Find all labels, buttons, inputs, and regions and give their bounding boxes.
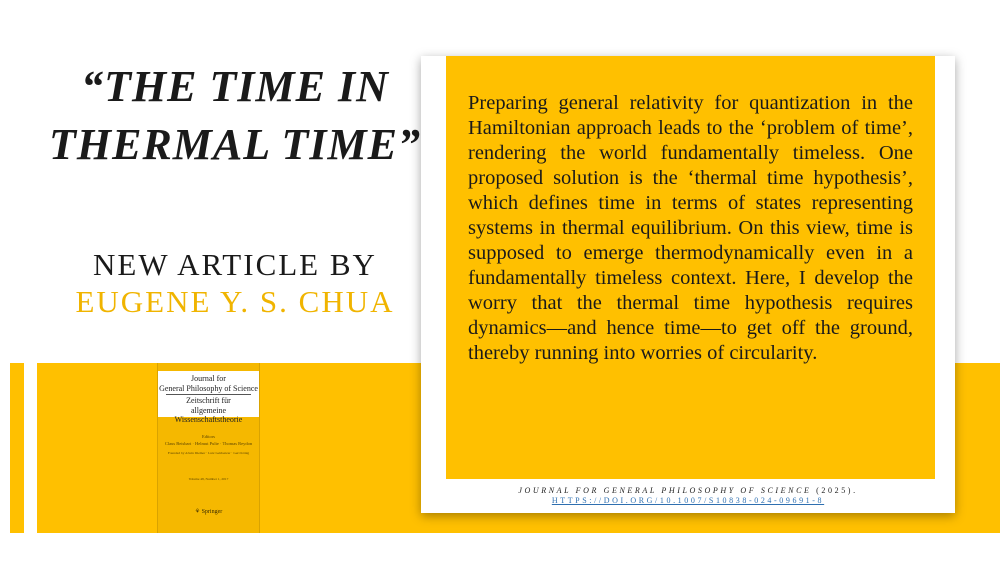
cover-volume: Volume 48, Number 1, 2017	[188, 477, 229, 481]
springer-logo: ⚘ Springer	[194, 509, 223, 515]
subtitle: NEW ARTICLE BY	[93, 247, 377, 282]
cover-divider	[166, 394, 251, 395]
cover-editors-label: Editors	[202, 434, 215, 439]
author-name: EUGENE Y. S. CHUA	[75, 284, 395, 319]
slide-title: “THE TIME IN THERMAL TIME”	[49, 62, 421, 169]
doi-link[interactable]: HTTPS://DOI.ORG/10.1007/S10838-024-09691-8	[551, 496, 825, 505]
journal-cover	[157, 363, 260, 533]
cover-founded: Founded by Alwin Diemer · Lutz Geldsetzer · Gert König	[167, 451, 250, 455]
cover-header	[158, 371, 259, 424]
cover-line: allgemeine Wissenschaftstheorie	[174, 405, 243, 424]
citation-journal: JOURNAL FOR GENERAL PHILOSOPHY OF SCIENCE	[518, 486, 812, 495]
cover-editors: Claus Beisbart · Helmut Pulte · Thomas Reydon	[164, 441, 253, 446]
citation	[421, 486, 955, 506]
cover-line: Zeitschrift für	[186, 396, 231, 405]
cover-line: General Philosophy of Science	[159, 383, 258, 393]
citation-year: (2025).	[816, 486, 858, 495]
abstract-text: Preparing general relativity for quantization in the Hamiltonian approach leads to the ‘problem of time’, rendering the world fundamentally timeless. One proposed solution is the ‘thermal time hypothesis’, which defines time in terms of states representing systems in thermal equilibrium. On this view, time is supposed to emerge thermodynamically even in a fundamentally timeless context. Here, I develop the worry that the thermal time hypothesis requires dynamics—and hence time—to get off the ground, thereby running into worries of circularity.	[468, 92, 913, 364]
accent-stripe	[10, 363, 24, 533]
cover-line: Journal for	[191, 374, 226, 383]
